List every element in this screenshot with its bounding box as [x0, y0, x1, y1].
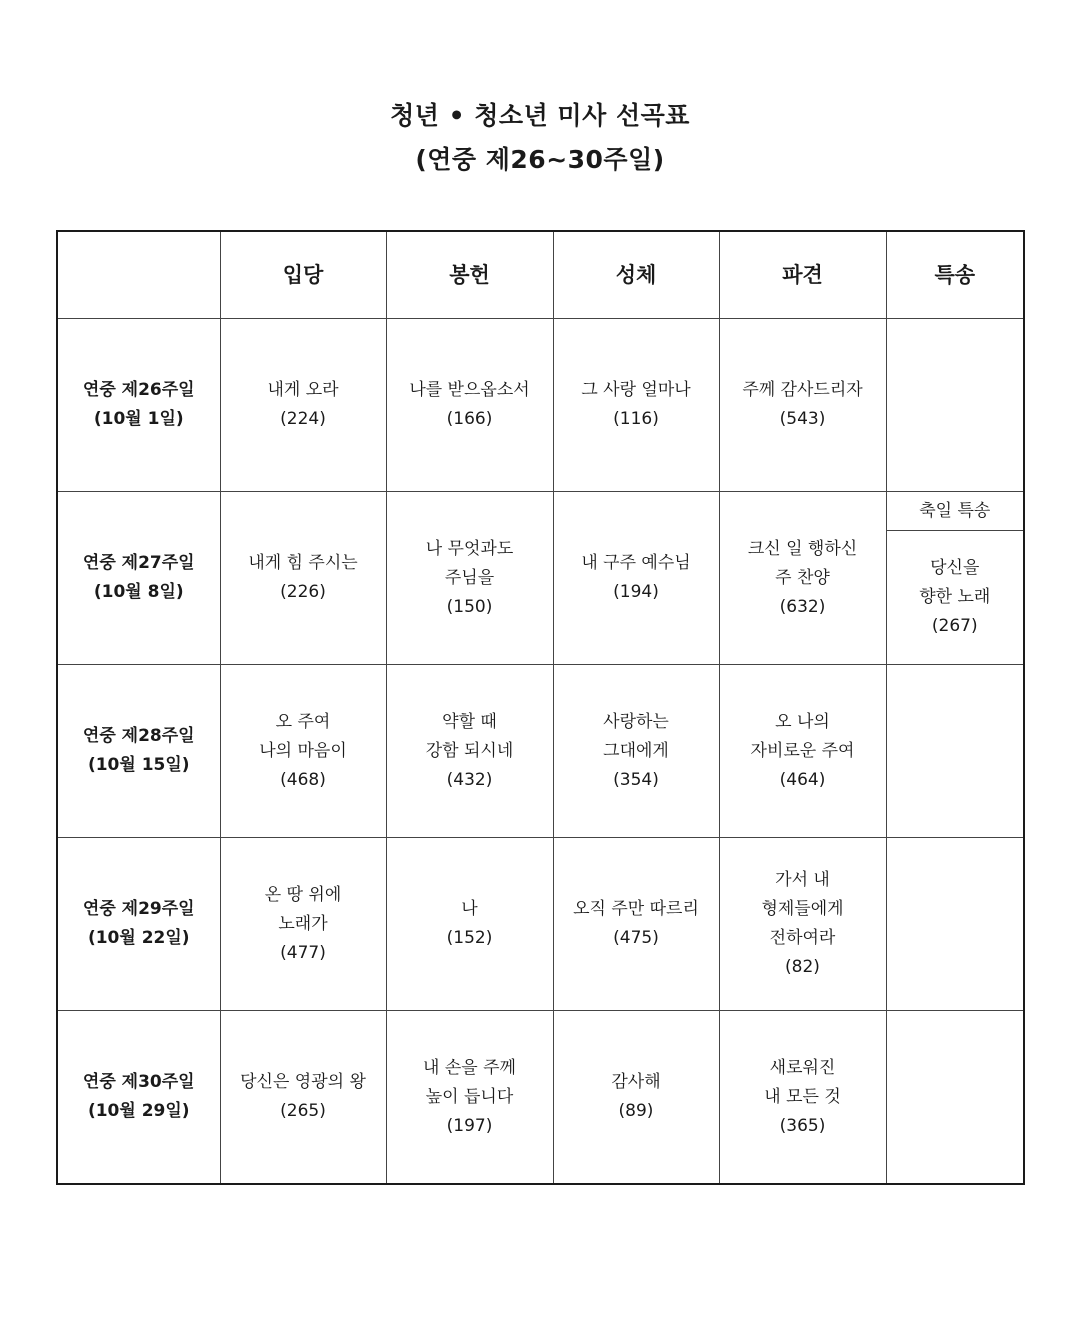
- sending-song-line: 새로워진: [769, 1057, 836, 1078]
- sending-song-line: (632): [779, 596, 826, 617]
- week-label: [57, 492, 220, 665]
- week-row: [57, 1011, 1024, 1184]
- sending-song-line: 크신 일 행하신: [747, 538, 858, 559]
- communion-song-cell: [553, 665, 719, 838]
- entrance-song-line: 온 땅 위에: [264, 884, 342, 905]
- header-sending: 파견: [719, 231, 886, 319]
- week-label: [57, 319, 220, 492]
- offertory-song-line: 약할 때: [442, 711, 497, 732]
- sending-song-line: (365): [779, 1115, 826, 1136]
- week-row: [57, 838, 1024, 1011]
- week-name: 연중 제30주일: [82, 1072, 195, 1093]
- special-song-cell: [886, 838, 1024, 1011]
- sending-song-cell: [719, 1011, 886, 1184]
- communion-song-line: (89): [618, 1101, 654, 1122]
- week-date: (10월 22일): [87, 928, 190, 949]
- entrance-song-cell: [220, 492, 386, 665]
- offertory-song-line: 나: [461, 899, 478, 920]
- entrance-song-cell: [220, 665, 386, 838]
- week-name: 연중 제29주일: [82, 899, 195, 920]
- special-song-line: 향한 노래: [919, 587, 991, 608]
- offertory-song-line: (432): [446, 769, 493, 790]
- communion-song-line: 그대에게: [603, 740, 669, 761]
- communion-song-cell: [553, 838, 719, 1011]
- header-entrance: 입당: [220, 231, 386, 319]
- header-special: 특송: [886, 231, 1024, 319]
- sending-song-line: (82): [785, 957, 820, 978]
- entrance-song-line: 나의 마음이: [259, 740, 347, 761]
- song-selection-table: [56, 230, 1025, 1185]
- entrance-song-cell: [220, 319, 386, 492]
- entrance-song-line: (468): [280, 769, 326, 790]
- entrance-song-line: (477): [280, 942, 326, 963]
- communion-song-line: 내 구주 예수님: [581, 553, 691, 574]
- week-date: (10월 8일): [93, 582, 184, 603]
- sending-song-line: 형제들에게: [761, 899, 844, 920]
- sending-song-cell: [719, 319, 886, 492]
- sending-song-cell: [719, 838, 886, 1011]
- entrance-song-cell: [220, 838, 386, 1011]
- entrance-song-line: 내게 오라: [267, 380, 339, 401]
- header-corner: [57, 231, 220, 319]
- offertory-song-cell: [386, 838, 553, 1011]
- communion-song-line: (194): [613, 582, 659, 603]
- special-song-cell: [886, 492, 1024, 665]
- sending-song-line: 내 모든 것: [764, 1086, 841, 1107]
- offertory-song-line: (166): [446, 409, 493, 430]
- sending-song-cell: [719, 492, 886, 665]
- week-date: (10월 15일): [87, 755, 190, 776]
- entrance-song-cell: [220, 1011, 386, 1184]
- week-date: (10월 1일): [93, 409, 184, 430]
- week-row: [57, 665, 1024, 838]
- communion-song-line: 오직 주만 따르리: [573, 899, 699, 920]
- offertory-song-line: 나를 받으옵소서: [409, 380, 530, 401]
- special-song-cell: [886, 1011, 1024, 1184]
- special-song-line: (267): [931, 616, 978, 637]
- offertory-song-cell: [386, 492, 553, 665]
- sending-song-line: 오 나의: [775, 711, 830, 732]
- offertory-song-cell: [386, 1011, 553, 1184]
- entrance-song-line: 내게 힘 주시는: [248, 553, 358, 574]
- special-song-label: 축일 특송: [887, 492, 1024, 531]
- sending-song-line: 가서 내: [775, 870, 830, 891]
- communion-song-cell: [553, 319, 719, 492]
- sending-song-line: 자비로운 주여: [750, 740, 855, 761]
- offertory-song-line: (152): [446, 928, 493, 949]
- offertory-song-line: (197): [446, 1115, 493, 1136]
- communion-song-line: (116): [613, 409, 659, 430]
- offertory-song-line: 주님을: [444, 567, 495, 588]
- communion-song-line: (354): [613, 769, 659, 790]
- offertory-song-line: 나 무엇과도: [425, 538, 514, 559]
- sending-song-line: 주께 감사드리자: [742, 380, 863, 401]
- offertory-song-line: 내 손을 주께: [423, 1057, 516, 1078]
- week-date: (10월 29일): [87, 1101, 190, 1122]
- week-name: 연중 제27주일: [82, 553, 195, 574]
- communion-song-line: 사랑하는: [603, 711, 669, 732]
- special-song-cell: [886, 665, 1024, 838]
- communion-song-cell: [553, 492, 719, 665]
- entrance-song-line: (226): [280, 582, 326, 603]
- week-label: [57, 838, 220, 1011]
- entrance-song-line: (224): [280, 409, 326, 430]
- page-title: 청년 • 청소년 미사 선곡표: [390, 101, 690, 130]
- week-name: 연중 제28주일: [82, 726, 195, 747]
- special-song-cell: [886, 319, 1024, 492]
- offertory-song-cell: [386, 319, 553, 492]
- offertory-song-line: 높이 듭니다: [425, 1086, 514, 1107]
- entrance-song-line: (265): [280, 1101, 326, 1122]
- communion-song-line: (475): [613, 928, 659, 949]
- entrance-song-line: 당신은 영광의 왕: [240, 1072, 366, 1093]
- sending-song-line: (543): [779, 409, 826, 430]
- communion-song-line: 그 사랑 얼마나: [581, 380, 691, 401]
- offertory-song-line: 강함 되시네: [425, 740, 514, 761]
- entrance-song-line: 노래가: [278, 913, 328, 934]
- week-label: [57, 1011, 220, 1184]
- week-name: 연중 제26주일: [82, 380, 195, 401]
- sending-song-line: 전하여라: [769, 928, 836, 949]
- communion-song-cell: [553, 1011, 719, 1184]
- special-song-line: 당신을: [930, 558, 980, 579]
- page-subtitle: (연중 제26~30주일): [415, 145, 665, 174]
- entrance-song-line: 오 주여: [275, 711, 331, 732]
- sending-song-line: (464): [779, 769, 826, 790]
- week-row: [57, 319, 1024, 492]
- communion-song-line: 감사해: [611, 1072, 661, 1093]
- header-row: [57, 231, 1024, 319]
- offertory-song-cell: [386, 665, 553, 838]
- sending-song-cell: [719, 665, 886, 838]
- sending-song-line: 주 찬양: [775, 567, 830, 588]
- week-label: [57, 665, 220, 838]
- offertory-song-line: (150): [446, 596, 493, 617]
- header-offertory: 봉헌: [386, 231, 553, 319]
- week-row: [57, 492, 1024, 665]
- header-communion: 성체: [553, 231, 719, 319]
